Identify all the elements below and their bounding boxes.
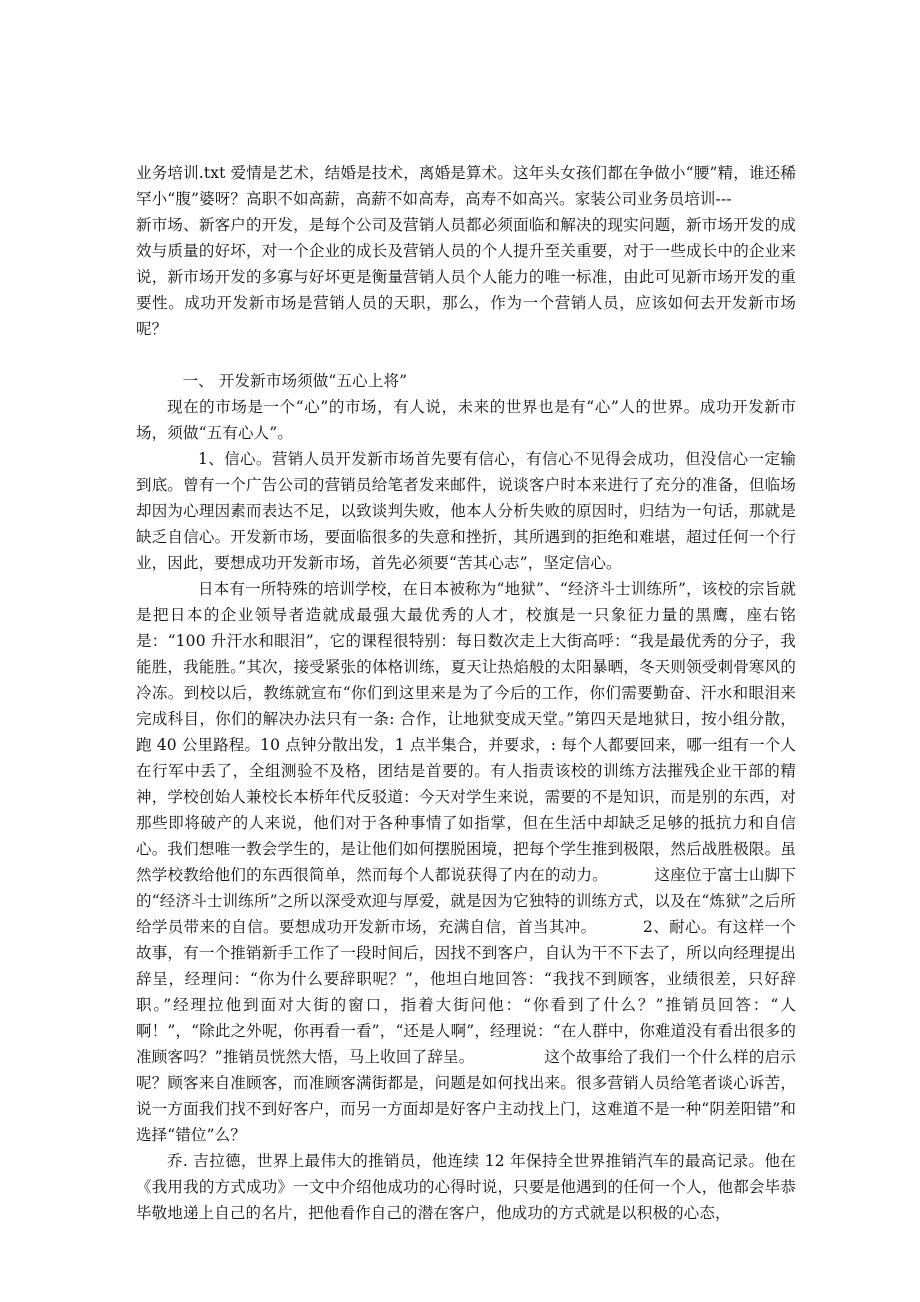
paragraph-new-market: 新市场、新客户的开发，是每个公司及营销人员都必须面临和解决的现实问题，新市场开发的成效与质量的好坏，对一个企业的成长及营销人员的个人提升至关重要，对于一些成长中的企业来说，新市场开发的多寡与好坏更是衡量营销人员个人能力的唯一标准，由此可见新市场开发的重要性。成功开发新市场是营销人员的天职，那么，作为一个营销人员，应该如何去开发新市场呢？	[136, 216, 796, 338]
section-heading: 一、 开发新市场须做“五心上将”	[182, 372, 408, 390]
patience-text: 2、耐心。有这样一个故事，有一个推销新手工作了一段时间后，因找不到客户，自认为干不下去了，所以向经理提出辞呈，经理问：“你为什么要辞职呢？”，他坦白地回答：“我找不到顾客，业绩很差，只好辞职。”经理拉他到面对大街的窗口，指着大街问他：“你看到了什么？”推销员回答：“人啊！”，“除此之外呢，你再看一看”，“还是人啊”，经理说：“在人群中，你难道没有看出很多的准顾客吗？”推销员恍然大悟，马上收回了辞呈。	[136, 918, 796, 1066]
paragraph-japan-school	[136, 576, 796, 1148]
document-page	[136, 160, 796, 1226]
intro-paragraph: 业务培训.txt 爱情是艺术，结婚是技术，离婚是算术。这年头女孩们都在争做小“腰”精，谁还稀罕小“腹”婆呀？高职不如高薪，高薪不如高寿，高寿不如高兴。家装公司业务员培训---	[136, 164, 796, 208]
paragraph-confidence: 1、信心。营销人员开发新市场首先要有信心，有信心不见得会成功，但没信心一定输到底。曾有一个广告公司的营销员给笔者发来邮件，说谈客户时本来进行了充分的准备，但临场却因为心理因素而表达不足，以致谈判失败，他本人分析失败的原因时，归结为一句话，那就是缺乏自信心。开发新市场，要面临很多的失意和挫折，其所遇到的拒绝和难堪，超过任何一个行业，因此，要想成功开发新市场，首先必须要“苦其心志”，坚定信心。	[136, 450, 796, 572]
story-lesson-text: 这个故事给了我们一个什么样的启示呢？顾客来自准顾客，而准顾客满街都是，问题是如何找出来。很多营销人员给笔者谈心诉苦，说一方面我们找不到好客户，而另一方面却是好客户主动找上门，这难道不是一种“阴差阳错”和选择“错位”么？	[136, 1048, 796, 1144]
training-center-text: 这座位于富士山脚下的“经济斗士训练所”之所以深受欢迎与厚爱，就是因为它独特的训练方式，以及在“炼狱”之后所给学员带来的自信。要想成功开发新市场，充满自信，首当其冲。	[136, 866, 796, 936]
paragraph-heart-market: 现在的市场是一个“心”的市场，有人说，未来的世界也是有“心”人的世界。成功开发新市场，须做“五有心人”。	[136, 398, 796, 442]
japan-school-text: 日本有一所特殊的培训学校，在日本被称为“地狱”、“经济斗士训练所”，该校的宗旨就是把日本的企业领导者造就成最强大最优秀的人才，校旗是一只象征力量的黑鹰，座右铭是：“100 升汗水和眼泪”，它的课程很特别：每日数次走上大街高呼：“我是最优秀的分子，我能胜，我能胜。”其次，接受紧张的体格训练，夏天让热焰般的太阳暴晒，冬天则领受刺骨寒风的冷冻。到校以后，教练就宣布“你们到这里来是为了今后的工作，你们需要勤奋、汗水和眼泪来完成科目，你们的解决办法只有一条: 合作，让地狱变成天堂。”第四天是地狱日，按小组分散，跑 40 公里路程。10 点钟分散出发，1 点半集合，并要求，: 每个人都要回来，哪一组有一个人在行军中丢了，全组测验不及格，团结是首要的。有人指责该校的训练方法摧残企业干部的精神，学校创始人兼校长本桥年代反驳道：今天对学生来说，需要的不是知识，而是别的东西，对那些即将破产的人来说，他们对于各种事情了如指掌，但在生活中却缺乏足够的抵抗力和自信心。我们想唯一教会学生的，是让他们如何摆脱困境，把每个学生推到极限，然后战胜极限。虽然学校教给他们的东西很简单，然而每个人都说获得了内在的动力。	[136, 580, 796, 884]
paragraph-joe-girard: 乔. 吉拉德，世界上最伟大的推销员，他连续 12 年保持全世界推销汽车的最高记录。他在《我用我的方式成功》一文中介绍他成功的心得时说，只要是他遇到的任何一个人，他都会毕恭毕敬地递上自己的名片，把他看作自己的潜在客户，他成功的方式就是以积极的心态，	[136, 1152, 796, 1222]
